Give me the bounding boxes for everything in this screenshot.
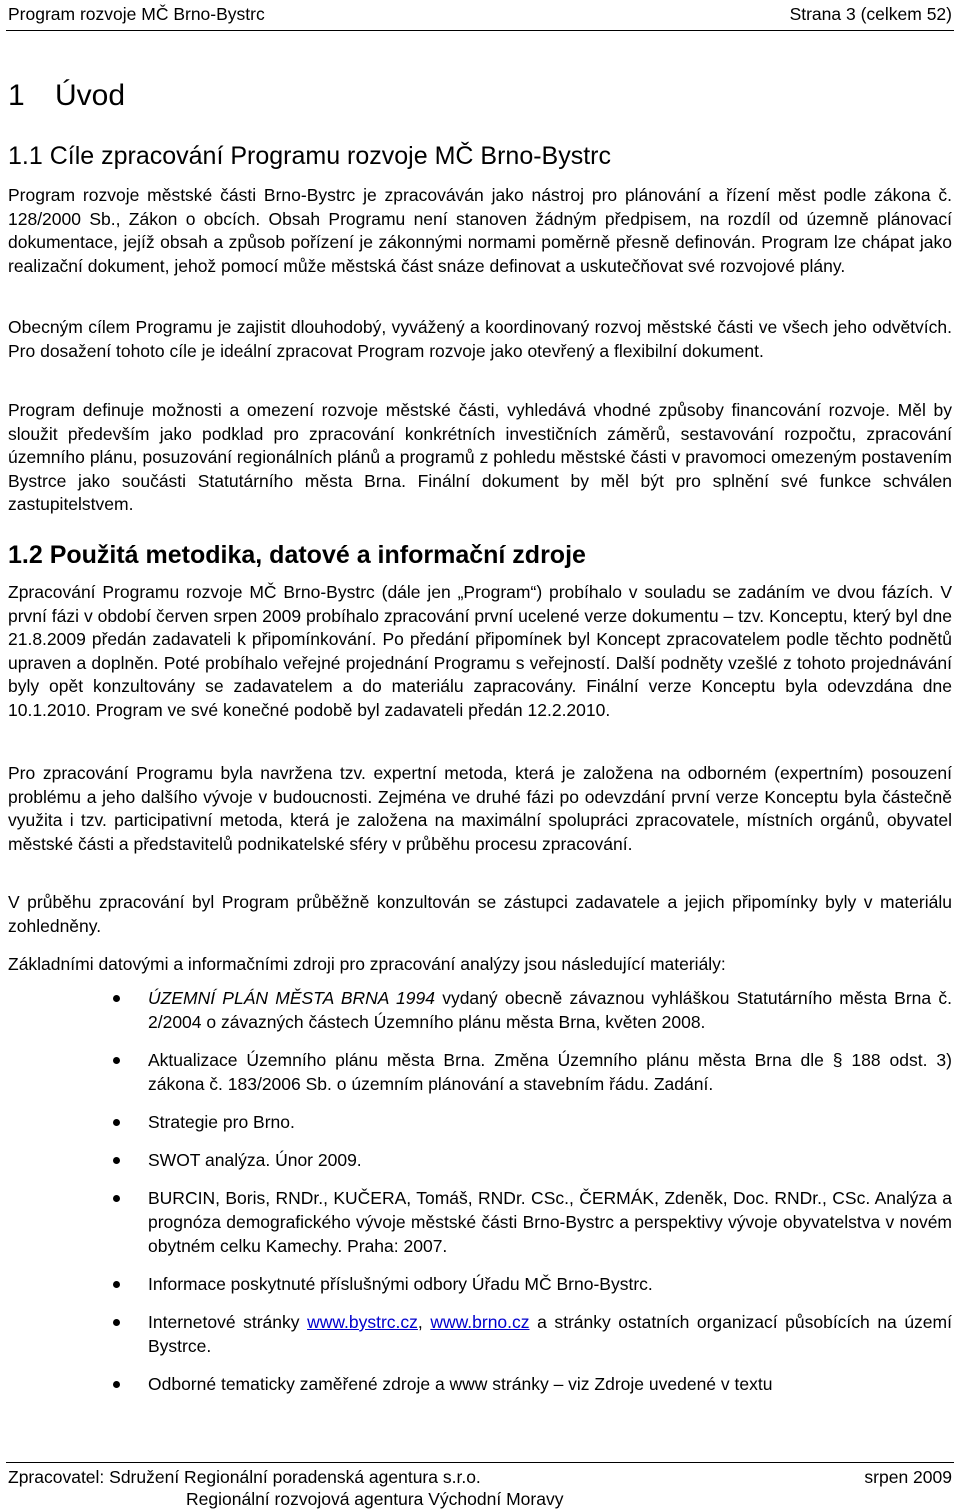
page-number: Strana 3 (celkem 52) [789, 4, 952, 24]
source-text: vydaný obecně závaznou vyhláškou Statutárního města Brna č. 2/2004 o závazných částech Územního plánu města Brna, květen 2008. [148, 988, 952, 1032]
paragraph: Program rozvoje městské části Brno-Bystrc je zpracováván jako nástroj pro plánování a řízení měst podle zákona č. 128/2000 Sb., Zákon o obcích. Obsah Programu není stanoven žádným předpisem, na rozdíl od územně plánovací dokumentace, jejíž obsah a způsob pořízení je zákonnými normami poměrně přesně definován. Program lze chápat jako realizační dokument, jehož pomocí může městská část snáze definovat a uskutečňovat své rozvojové plány. [8, 185, 952, 276]
sources-list [8, 986, 952, 1410]
source-text: BURCIN, Boris, RNDr., KUČERA, Tomáš, RNDr. CSc., ČERMÁK, Zdeněk, Doc. RNDr., CSc. Analýza a prognóza demografického vývoje městské části Brno-Bystrc a perspektivy vývoje obyvatelstva v novém obytném celku Kamechy. Praha: 2007. [148, 1188, 952, 1256]
list-item [8, 1110, 952, 1134]
web-source-prefix: Internetové stránky [148, 1312, 308, 1332]
footer-divider [6, 1462, 954, 1463]
chapter-heading [8, 76, 125, 116]
list-item [8, 1048, 952, 1096]
source-title: ÚZEMNÍ PLÁN MĚSTA BRNA 1994 [148, 988, 435, 1008]
source-text: SWOT analýza. Únor 2009. [148, 1150, 362, 1170]
list-item [8, 1272, 952, 1296]
bullet-icon [113, 1195, 120, 1202]
list-item [8, 986, 952, 1034]
bullet-icon [113, 1157, 120, 1164]
list-item [8, 1310, 952, 1358]
page-header [8, 3, 952, 25]
link-bystrc[interactable]: www.bystrc.cz [307, 1312, 418, 1332]
web-source-suffix: a stránky ostatních organizací působících na území Bystrce. [148, 1312, 952, 1356]
paragraph: Pro zpracování Programu byla navržena tzv. expertní metoda, která je založena na odborném (expertním) posouzení problému a jeho dalšího vývoje v budoucnosti. Zejména ve druhé fázi po odevzdání první verze Konceptu byla částečně využita i tzv. participativní metoda, která je založena na maximální spolupráci zpracovatele, místních orgánů, obyvatel městské části a představitelů podnikatelské sféry v průběhu procesu zpracování. [8, 763, 952, 854]
chapter-title: Úvod [55, 79, 126, 112]
header-divider [6, 30, 954, 31]
paragraph: Základními datovými a informačními zdroji pro zpracování analýzy jsou následující materiály: [8, 954, 726, 974]
section-heading-1-2: 1.2 Použitá metodika, datové a informační zdroje [8, 541, 586, 569]
bullet-icon [113, 995, 120, 1002]
chapter-number: 1 [8, 79, 25, 112]
paragraph: Program definuje možnosti a omezení rozvoje městské části, vyhledává vhodné způsoby financování rozvoje. Měl by sloužit především jako podklad pro zpracování konkrétních investičních záměrů, sestavování rozpočtu, zpracování územního plánu, posuzování regionálních plánů a programů z pohledu městské části v pravomoci omezeným postavením Bystrce jako součásti Statutárního města Brna. Finální dokument by měl být pro splnění své funkce schválen zastupitelstvem. [8, 400, 952, 514]
section-heading-1-1: 1.1 Cíle zpracování Programu rozvoje MČ Brno-Bystrc [8, 142, 611, 170]
document-title: Program rozvoje MČ Brno-Bystrc [8, 4, 265, 24]
list-item [8, 1186, 952, 1258]
source-text: Strategie pro Brno. [148, 1112, 295, 1132]
bullet-icon [113, 1057, 120, 1064]
source-text: Odborné tematicky zaměřené zdroje a www stránky – viz Zdroje uvedené v textu [148, 1374, 773, 1394]
bullet-icon [113, 1319, 120, 1326]
paragraph: V průběhu zpracování byl Program průběžně konzultován se zástupci zadavatele a jejich připomínky byly v materiálu zohledněny. [8, 892, 952, 936]
page-footer [8, 1466, 952, 1510]
link-separator: , [417, 1312, 431, 1332]
footer-coauthor: Regionální rozvojová agentura Východní Moravy [186, 1489, 564, 1509]
link-brno[interactable]: www.brno.cz [430, 1312, 530, 1332]
source-text: Informace poskytnuté příslušnými odbory Úřadu MČ Brno-Bystrc. [148, 1274, 653, 1294]
footer-author: Zpracovatel: Sdružení Regionální poradenská agentura s.r.o. [8, 1467, 481, 1487]
list-item [8, 1372, 952, 1396]
bullet-icon [113, 1119, 120, 1126]
bullet-icon [113, 1281, 120, 1288]
paragraph: Zpracování Programu rozvoje MČ Brno-Bystrc (dále jen „Program“) probíhalo v souladu se zadáním ve dvou fázích. V první fázi v období červen srpen 2009 probíhalo zpracování první ucelené verze dokumentu – tzv. Konceptu, který byl dne 21.8.2009 předán zadavateli k připomínkování. Po předání připomínek byl Koncept zpracovatelem podle těchto podnětů upraven a doplněn. Poté probíhalo veřejné projednání Programu s veřejností. Další podněty vzešlé z tohoto projednávání byly opět konzultovány se zadavatelem a do materiálu zapracovány. Finální verze Konceptu byla odevzdána dne 10.1.2010. Program ve své konečné podobě byl zadavateli předán 12.2.2010. [8, 582, 952, 720]
paragraph: Obecným cílem Programu je zajistit dlouhodobý, vyvážený a koordinovaný rozvoj městské části ve všech jeho odvětvích. Pro dosažení tohoto cíle je ideální zpracovat Program rozvoje jako otevřený a flexibilní dokument. [8, 317, 952, 361]
list-item [8, 1148, 952, 1172]
source-text: Aktualizace Územního plánu města Brna. Změna Územního plánu města Brna dle § 188 odst. 3) zákona č. 183/2006 Sb. o územním plánování a stavebním řádu. Zadání. [148, 1050, 952, 1094]
bullet-icon [113, 1381, 120, 1388]
footer-date: srpen 2009 [864, 1467, 952, 1487]
